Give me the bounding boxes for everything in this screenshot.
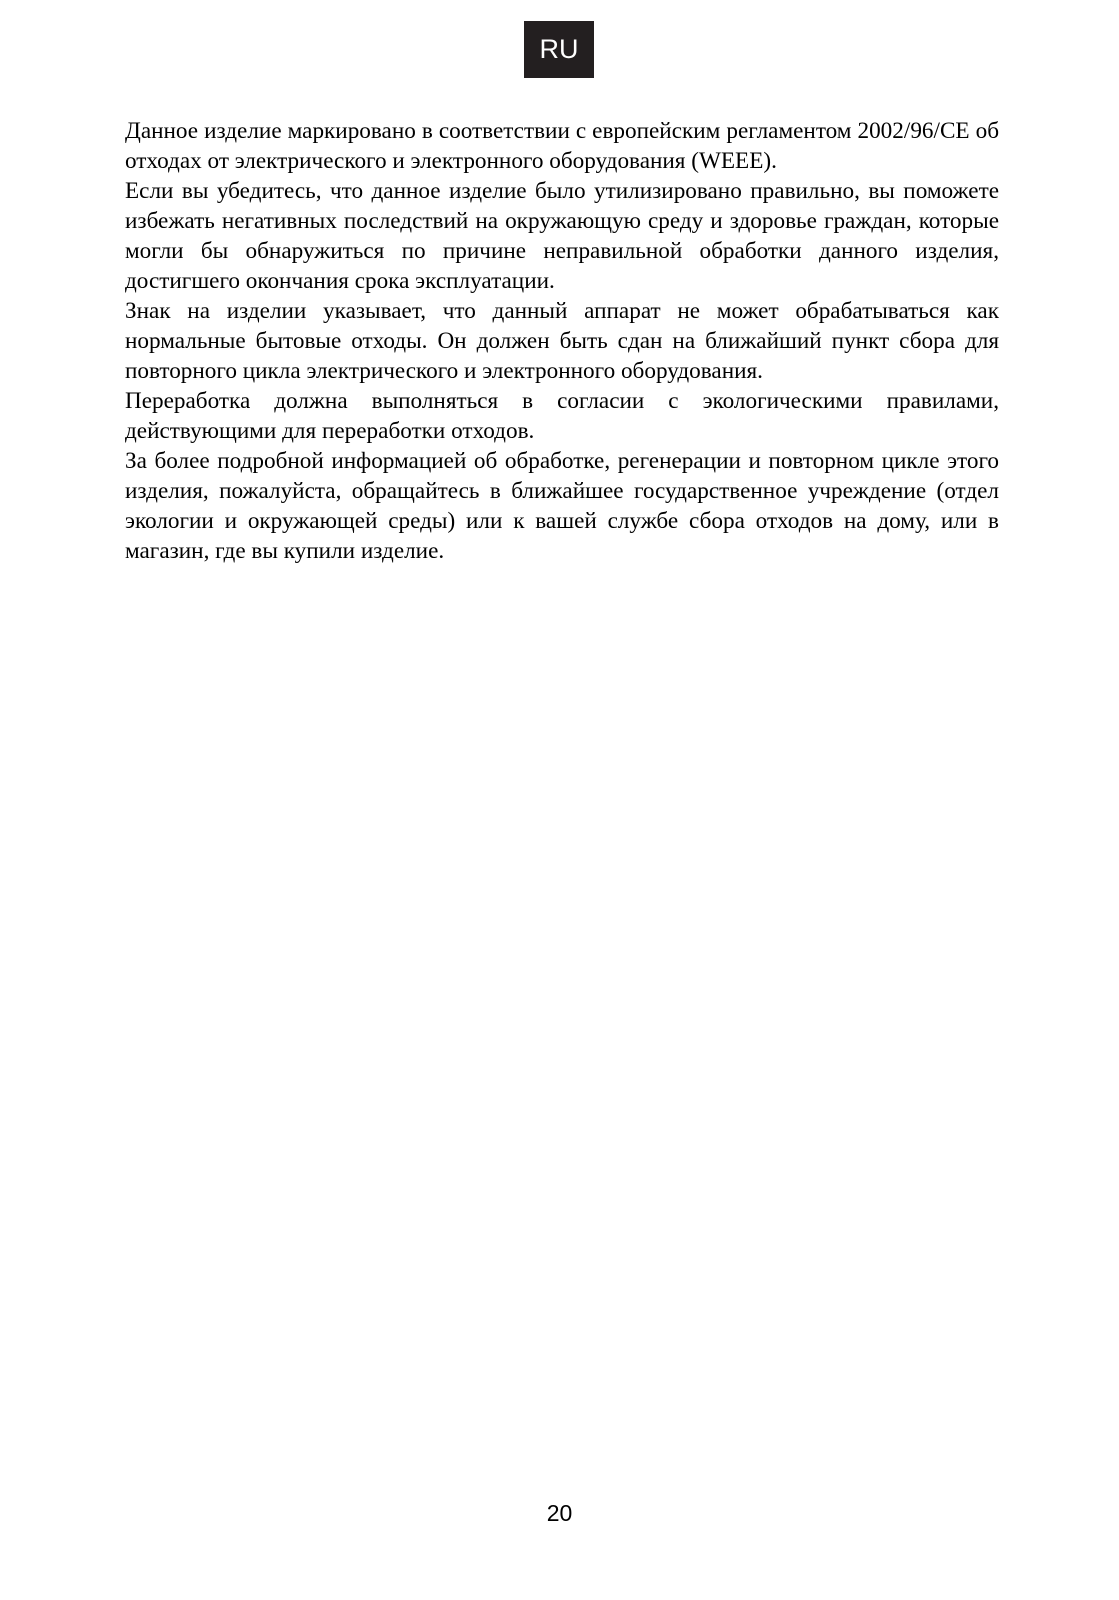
paragraph-proper-disposal: Если вы убедитесь, что данное изделие было утилизировано правильно, вы поможете избежать негативных последствий на окружающую среду и здоровье граждан, которые могли бы обнаружиться по причине неправильной обработки данного изделия, достигшего окончания срока эксплуатации. bbox=[125, 178, 999, 294]
document-body bbox=[125, 116, 999, 566]
paragraph-recycling-rules: Переработка должна выполняться в согласии с экологическими правилами, действующими для переработки отходов. bbox=[125, 388, 999, 444]
page-number: 20 bbox=[546, 1500, 573, 1526]
paragraph-weee-regulation: Данное изделие маркировано в соответствии с европейским регламентом 2002/96/CE об отходах от электрического и электронного оборудования (WEEE). bbox=[125, 118, 999, 174]
paragraph-more-information: За более подробной информацией об обработке, регенерации и повторном цикле этого изделия, пожалуйста, обращайтесь в ближайшее государственное учреждение (отдел экологии и окружающей среды) или к вашей службе сбора отходов на дому, или в магазин, где вы купили изделие. bbox=[125, 448, 999, 564]
language-badge: RU bbox=[524, 21, 594, 78]
paragraph-symbol-meaning: Знак на изделии указывает, что данный аппарат не может обрабатываться как нормальные бытовые отходы. Он должен быть сдан на ближайший пункт сбора для повторного цикла электрического и электронного оборудования. bbox=[125, 298, 999, 384]
